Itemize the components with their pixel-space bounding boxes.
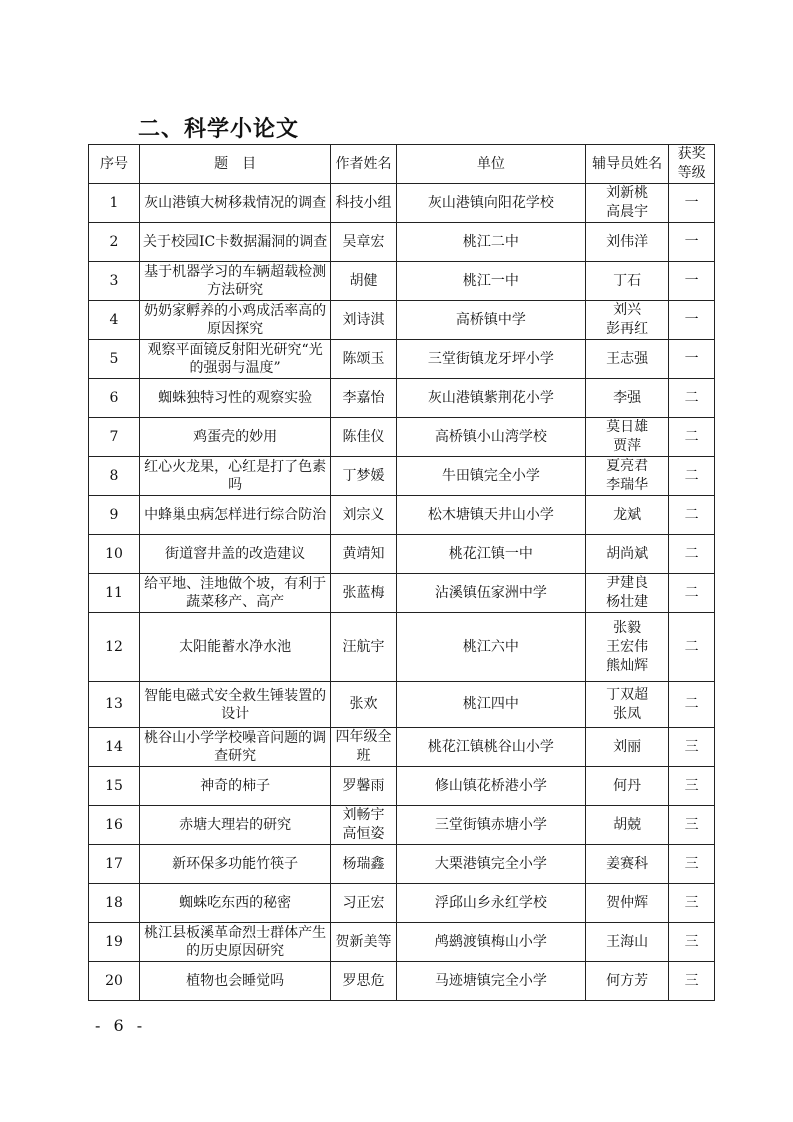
row-index: 16 [89, 806, 140, 845]
table-row [89, 962, 715, 1001]
unit: 桃江四中 [396, 682, 585, 728]
advisor: 刘新桃 高晨宇 [586, 184, 669, 223]
table-row [89, 884, 715, 923]
author: 刘诗淇 [331, 301, 397, 340]
advisor: 丁双超 张凤 [586, 682, 669, 728]
advisor: 贺仲辉 [586, 884, 669, 923]
table-row [89, 301, 715, 340]
award-level: 二 [669, 535, 715, 574]
unit: 桃江二中 [396, 223, 585, 262]
advisor: 刘伟洋 [586, 223, 669, 262]
unit: 三堂街镇龙牙坪小学 [396, 340, 585, 379]
advisor: 张毅 王宏伟 熊灿辉 [586, 613, 669, 682]
row-index: 18 [89, 884, 140, 923]
row-index: 12 [89, 613, 140, 682]
table-row [89, 845, 715, 884]
paper-title: 植物也会睡觉吗 [139, 962, 330, 1001]
advisor: 刘兴 彭再红 [586, 301, 669, 340]
author: 吴章宏 [331, 223, 397, 262]
page-number: - 6 - [95, 1016, 147, 1035]
section-title: 二、科学小论文 [138, 116, 300, 142]
row-index: 11 [89, 574, 140, 613]
author: 陈佳仪 [331, 418, 397, 457]
table-row [89, 184, 715, 223]
row-index: 17 [89, 845, 140, 884]
row-index: 6 [89, 379, 140, 418]
author: 汪航宇 [331, 613, 397, 682]
award-level: 一 [669, 340, 715, 379]
header-index: 序号 [89, 145, 140, 184]
header-unit: 单位 [396, 145, 585, 184]
author: 李嘉怡 [331, 379, 397, 418]
paper-title: 赤塘大理岩的研究 [139, 806, 330, 845]
paper-title: 神奇的柿子 [139, 767, 330, 806]
advisor: 李强 [586, 379, 669, 418]
table-row [89, 923, 715, 962]
author: 四年级全班 [331, 728, 397, 767]
row-index: 7 [89, 418, 140, 457]
award-level: 三 [669, 845, 715, 884]
award-level: 三 [669, 728, 715, 767]
award-level: 一 [669, 262, 715, 301]
unit: 三堂街镇赤塘小学 [396, 806, 585, 845]
award-level: 一 [669, 184, 715, 223]
table-row [89, 496, 715, 535]
award-level: 二 [669, 457, 715, 496]
row-index: 10 [89, 535, 140, 574]
table-row [89, 728, 715, 767]
advisor: 胡兢 [586, 806, 669, 845]
advisor: 莫日雄 贾萍 [586, 418, 669, 457]
advisor: 丁石 [586, 262, 669, 301]
advisor: 尹建良 杨壮建 [586, 574, 669, 613]
unit: 桃花江镇一中 [396, 535, 585, 574]
table-row [89, 613, 715, 682]
paper-title: 蜘蛛独特习性的观察实验 [139, 379, 330, 418]
paper-title: 奶奶家孵养的小鸡成活率高的原因探究 [139, 301, 330, 340]
award-level: 一 [669, 223, 715, 262]
unit: 桃江一中 [396, 262, 585, 301]
header-advisor: 辅导员姓名 [586, 145, 669, 184]
unit: 鸬鹚渡镇梅山小学 [396, 923, 585, 962]
table-row [89, 535, 715, 574]
row-index: 1 [89, 184, 140, 223]
table-body [89, 184, 715, 1001]
paper-title: 街道窨井盖的改造建议 [139, 535, 330, 574]
row-index: 13 [89, 682, 140, 728]
paper-title: 蜘蛛吃东西的秘密 [139, 884, 330, 923]
advisor: 何方芳 [586, 962, 669, 1001]
advisor: 王海山 [586, 923, 669, 962]
row-index: 20 [89, 962, 140, 1001]
award-level: 三 [669, 806, 715, 845]
header-author: 作者姓名 [331, 145, 397, 184]
table-header-row [89, 145, 715, 184]
paper-title: 新环保多功能竹筷子 [139, 845, 330, 884]
award-level: 二 [669, 496, 715, 535]
unit: 牛田镇完全小学 [396, 457, 585, 496]
unit: 马迹塘镇完全小学 [396, 962, 585, 1001]
table-row [89, 806, 715, 845]
unit: 桃江六中 [396, 613, 585, 682]
table-row [89, 767, 715, 806]
unit: 灰山港镇向阳花学校 [396, 184, 585, 223]
author: 陈颂玉 [331, 340, 397, 379]
paper-title: 鸡蛋壳的妙用 [139, 418, 330, 457]
header-title: 题 目 [139, 145, 330, 184]
author: 罗馨雨 [331, 767, 397, 806]
award-level: 二 [669, 379, 715, 418]
science-paper-award-table [88, 144, 715, 1001]
paper-title: 灰山港镇大树移栽情况的调查 [139, 184, 330, 223]
table-row [89, 223, 715, 262]
table-row [89, 262, 715, 301]
paper-title: 关于校园IC卡数据漏洞的调查 [139, 223, 330, 262]
award-level: 二 [669, 682, 715, 728]
table-row [89, 457, 715, 496]
row-index: 3 [89, 262, 140, 301]
author: 黄靖知 [331, 535, 397, 574]
unit: 高桥镇小山湾学校 [396, 418, 585, 457]
header-award-level: 获奖 等级 [669, 145, 715, 184]
award-level: 三 [669, 962, 715, 1001]
award-level: 二 [669, 574, 715, 613]
paper-title: 红心火龙果，心红是打了色素吗 [139, 457, 330, 496]
advisor: 龙斌 [586, 496, 669, 535]
row-index: 2 [89, 223, 140, 262]
author: 贺新美等 [331, 923, 397, 962]
paper-title: 太阳能蓄水净水池 [139, 613, 330, 682]
author: 杨瑞鑫 [331, 845, 397, 884]
unit: 沾溪镇伍家洲中学 [396, 574, 585, 613]
table-row [89, 574, 715, 613]
author: 张蓝梅 [331, 574, 397, 613]
row-index: 5 [89, 340, 140, 379]
unit: 浮邱山乡永红学校 [396, 884, 585, 923]
paper-title: 观察平面镜反射阳光研究“光的强弱与温度” [139, 340, 330, 379]
author: 习正宏 [331, 884, 397, 923]
row-index: 9 [89, 496, 140, 535]
award-level: 二 [669, 613, 715, 682]
table-row [89, 418, 715, 457]
advisor: 姜赛科 [586, 845, 669, 884]
advisor: 王志强 [586, 340, 669, 379]
table-row [89, 682, 715, 728]
paper-title: 桃谷山小学学校噪音问题的调查研究 [139, 728, 330, 767]
paper-title: 智能电磁式安全救生锤装置的设计 [139, 682, 330, 728]
award-level: 三 [669, 923, 715, 962]
advisor: 刘丽 [586, 728, 669, 767]
unit: 修山镇花桥港小学 [396, 767, 585, 806]
author: 罗思危 [331, 962, 397, 1001]
advisor: 夏亮君 李瑞华 [586, 457, 669, 496]
author: 科技小组 [331, 184, 397, 223]
row-index: 8 [89, 457, 140, 496]
paper-title: 基于机器学习的车辆超载检测方法研究 [139, 262, 330, 301]
row-index: 14 [89, 728, 140, 767]
row-index: 19 [89, 923, 140, 962]
unit: 高桥镇中学 [396, 301, 585, 340]
row-index: 15 [89, 767, 140, 806]
unit: 桃花江镇桃谷山小学 [396, 728, 585, 767]
paper-title: 中蜂巢虫病怎样进行综合防治 [139, 496, 330, 535]
author: 刘宗义 [331, 496, 397, 535]
award-level: 一 [669, 301, 715, 340]
award-level: 二 [669, 418, 715, 457]
unit: 松木塘镇天井山小学 [396, 496, 585, 535]
table-row [89, 379, 715, 418]
paper-title: 桃江县板溪革命烈士群体产生的历史原因研究 [139, 923, 330, 962]
award-level: 三 [669, 767, 715, 806]
paper-title: 给平地、洼地做个坡，有利于蔬菜移产、高产 [139, 574, 330, 613]
table-row [89, 340, 715, 379]
row-index: 4 [89, 301, 140, 340]
unit: 灰山港镇紫荆花小学 [396, 379, 585, 418]
author: 刘畅宇 高恒姿 [331, 806, 397, 845]
author: 张欢 [331, 682, 397, 728]
advisor: 胡尚斌 [586, 535, 669, 574]
award-level: 三 [669, 884, 715, 923]
author: 丁梦媛 [331, 457, 397, 496]
advisor: 何丹 [586, 767, 669, 806]
unit: 大栗港镇完全小学 [396, 845, 585, 884]
author: 胡健 [331, 262, 397, 301]
